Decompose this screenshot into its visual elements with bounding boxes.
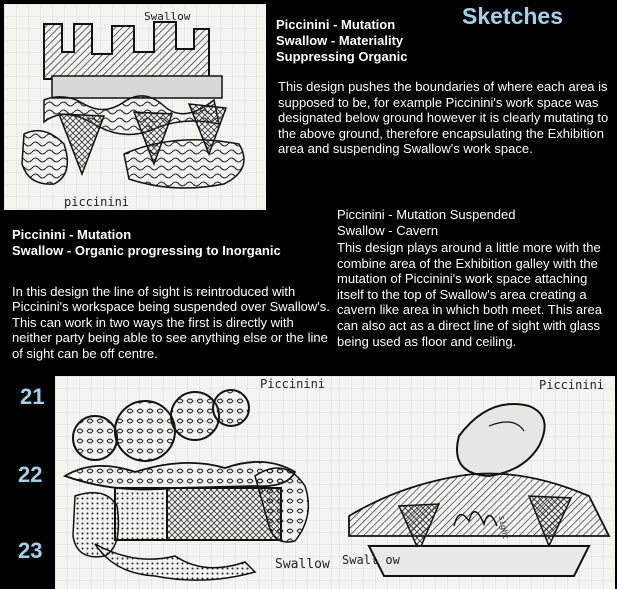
sketch-number: 22: [18, 462, 43, 487]
sketch2-description: In this design the line of sight is reintroduced with Piccinini's workspace being suspended over Swallow's. This can work in two ways the first is directly with neither party being able to see anything else or the line of sight can be off centre.: [12, 284, 330, 361]
sketch3-label-top: Piccinini: [539, 378, 605, 392]
sketch-number: 23: [18, 538, 43, 563]
sketch-image-1: [4, 4, 266, 210]
sketch1-heading-line: Suppressing Organic: [276, 49, 408, 64]
sketch-image-2: [55, 376, 339, 589]
sketch1-heading: [276, 17, 476, 65]
page-title: Sketches: [462, 3, 564, 29]
sketch2-label-top: Piccinini: [260, 377, 326, 391]
sketch3-heading: [337, 207, 611, 239]
sketch-number: 21: [20, 384, 45, 409]
sketch1-heading-line: Swallow - Materiality: [276, 33, 404, 48]
sketch-image-3: [339, 376, 615, 589]
sketch2-heading: [12, 227, 332, 259]
sketch3-label-bottom: Swall ow: [342, 553, 400, 567]
sketch2-heading-line: Piccinini - Mutation: [12, 227, 132, 242]
sketch3-description: This design plays around a little more with the combine area of the Exhibition galley with the mutation of Piccinini's work space attaching itself to the top of Swallow's area creating a cavern like area in which both meet. This area can also act as a direct line of sight with glass being used as floor and ceiling.: [337, 240, 602, 349]
sketch2-label-bottom: Swallow: [275, 557, 330, 572]
sketch3-heading-line: Piccinini - Mutation Suspended: [337, 207, 516, 222]
sketch1-label-top: Swallow: [144, 10, 191, 23]
sketch3-heading-line: Swallow - Cavern: [337, 223, 439, 238]
sketch2-heading-line: Swallow - Organic progressing to Inorganic: [12, 243, 281, 258]
sketch1-label-bottom: piccinini: [64, 195, 130, 209]
sketch1-heading-line: Piccinini - Mutation: [276, 17, 396, 32]
sketch1-description: This design pushes the boundaries of where each area is supposed to be, for example Piccinini's work space was designated below ground however it is clearly mutating to the above ground, therefore encapsulating the Exhibition area and suspending Swallow's work space.: [278, 79, 609, 156]
sketch3-label-mid: sight: [497, 514, 511, 541]
